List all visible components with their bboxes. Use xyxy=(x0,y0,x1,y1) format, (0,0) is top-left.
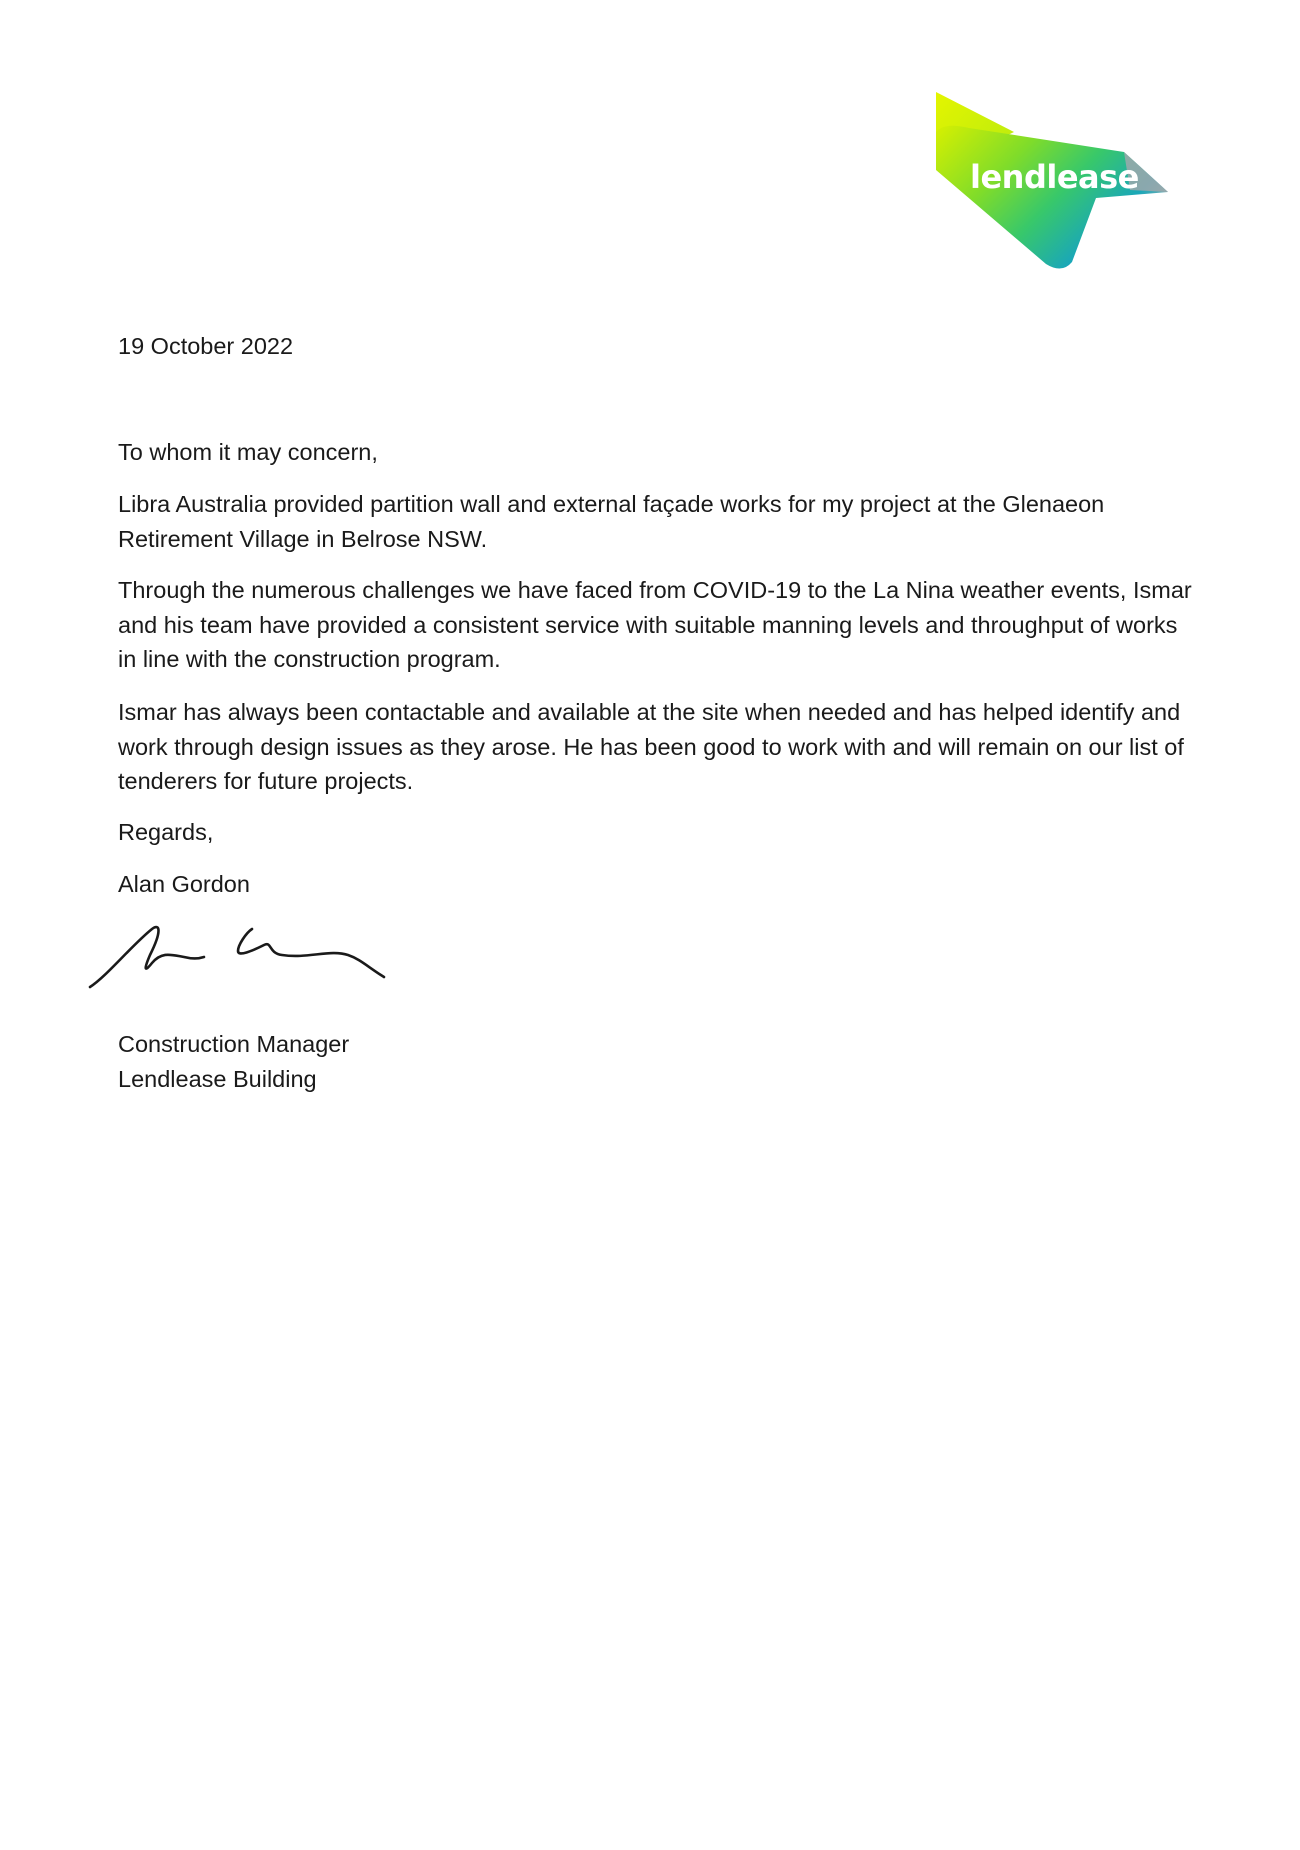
paragraph: Ismar has always been contactable and available at the site when needed and has helped identify and work through design issues as they arose. He has been good to work with and will remain on our list of tenderers for future projects. xyxy=(118,699,1184,794)
signer-name: Alan Gordon xyxy=(118,871,250,897)
signer-title: Construction Manager xyxy=(118,1031,350,1057)
signer-company: Lendlease Building xyxy=(118,1066,317,1092)
lendlease-logo xyxy=(924,92,1174,272)
handwritten-signature-icon xyxy=(86,915,406,995)
letter-date: 19 October 2022 xyxy=(118,333,294,359)
paragraph: Through the numerous challenges we have faced from COVID-19 to the La Nina weather events, Ismar and his team have provided a consistent service with suitable manning levels and throughput of works in line with the construction program. xyxy=(118,577,1192,672)
paragraph: Libra Australia provided partition wall and external façade works for my project at the Glenaeon Retirement Village in Belrose NSW. xyxy=(118,491,1105,552)
salutation: To whom it may concern, xyxy=(118,439,378,465)
logo-wordmark: lendlease xyxy=(970,158,1139,196)
closing: Regards, xyxy=(118,819,214,845)
